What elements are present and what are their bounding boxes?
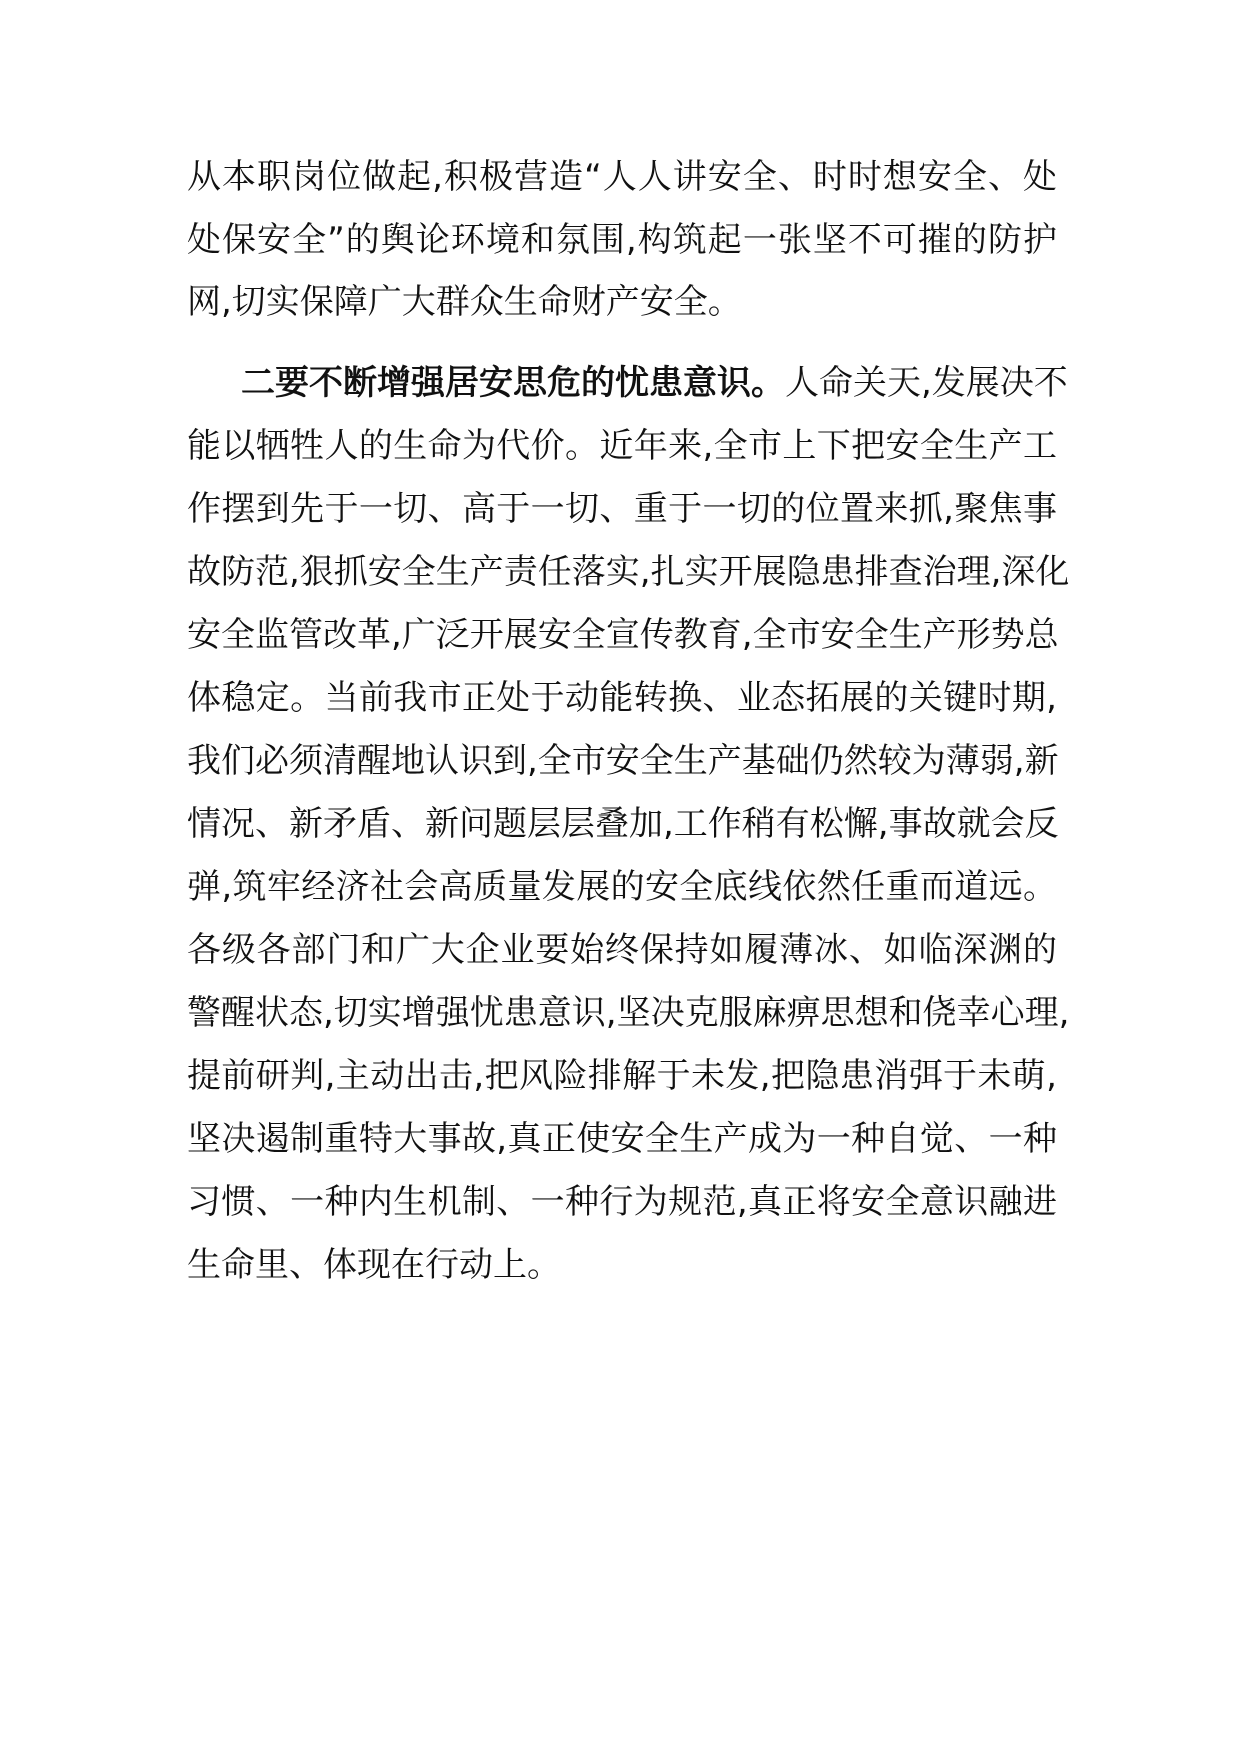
paragraph-line: 处保安全”的舆论环境和氛围,构筑起一张坚不可摧的防护 [187,220,1057,260]
paragraph-line: 情况、新矛盾、新问题层层叠加,工作稍有松懈,事故就会反 [187,804,1059,844]
heading-followup-text: 人命关天,发展决不 [785,363,1068,403]
paragraph-line: 从本职岗位做起,积极营造“人人讲安全、时时想安全、处 [187,157,1057,197]
paragraph-first-line [241,361,1068,405]
paragraph-line: 安全监管改革,广泛开展安全宣传教育,全市安全生产形势总 [187,615,1059,655]
paragraph-line: 坚决遏制重特大事故,真正使安全生产成为一种自觉、一种 [187,1119,1057,1159]
section-heading: 二要不断增强居安思危的忧患意识。 [241,363,785,403]
paragraph-line: 体稳定。当前我市正处于动能转换、业态拓展的关键时期, [187,678,1057,718]
paragraph-line: 警醒状态,切实增强忧患意识,坚决克服麻痹思想和侥幸心理, [187,993,1070,1033]
paragraph-line: 我们必须清醒地认识到,全市安全生产基础仍然较为薄弱,新 [187,741,1059,781]
paragraph-line: 生命里、体现在行动上。 [187,1245,561,1285]
paragraph-line: 网,切实保障广大群众生命财产安全。 [187,282,742,322]
paragraph-line: 习惯、一种内生机制、一种行为规范,真正将安全意识融进 [187,1182,1057,1222]
paragraph-line: 弹,筑牢经济社会高质量发展的安全底线依然任重而道远。 [187,867,1057,907]
paragraph-line: 提前研判,主动出击,把风险排解于未发,把隐患消弭于未萌, [187,1056,1057,1096]
paragraph-line: 故防范,狠抓安全生产责任落实,扎实开展隐患排查治理,深化 [187,552,1070,592]
paragraph-line: 各级各部门和广大企业要始终保持如履薄冰、如临深渊的 [187,930,1057,970]
paragraph-line: 作摆到先于一切、高于一切、重于一切的位置来抓,聚焦事 [187,489,1057,529]
paragraph-line: 能以牺牲人的生命为代价。近年来,全市上下把安全生产工 [187,426,1057,466]
